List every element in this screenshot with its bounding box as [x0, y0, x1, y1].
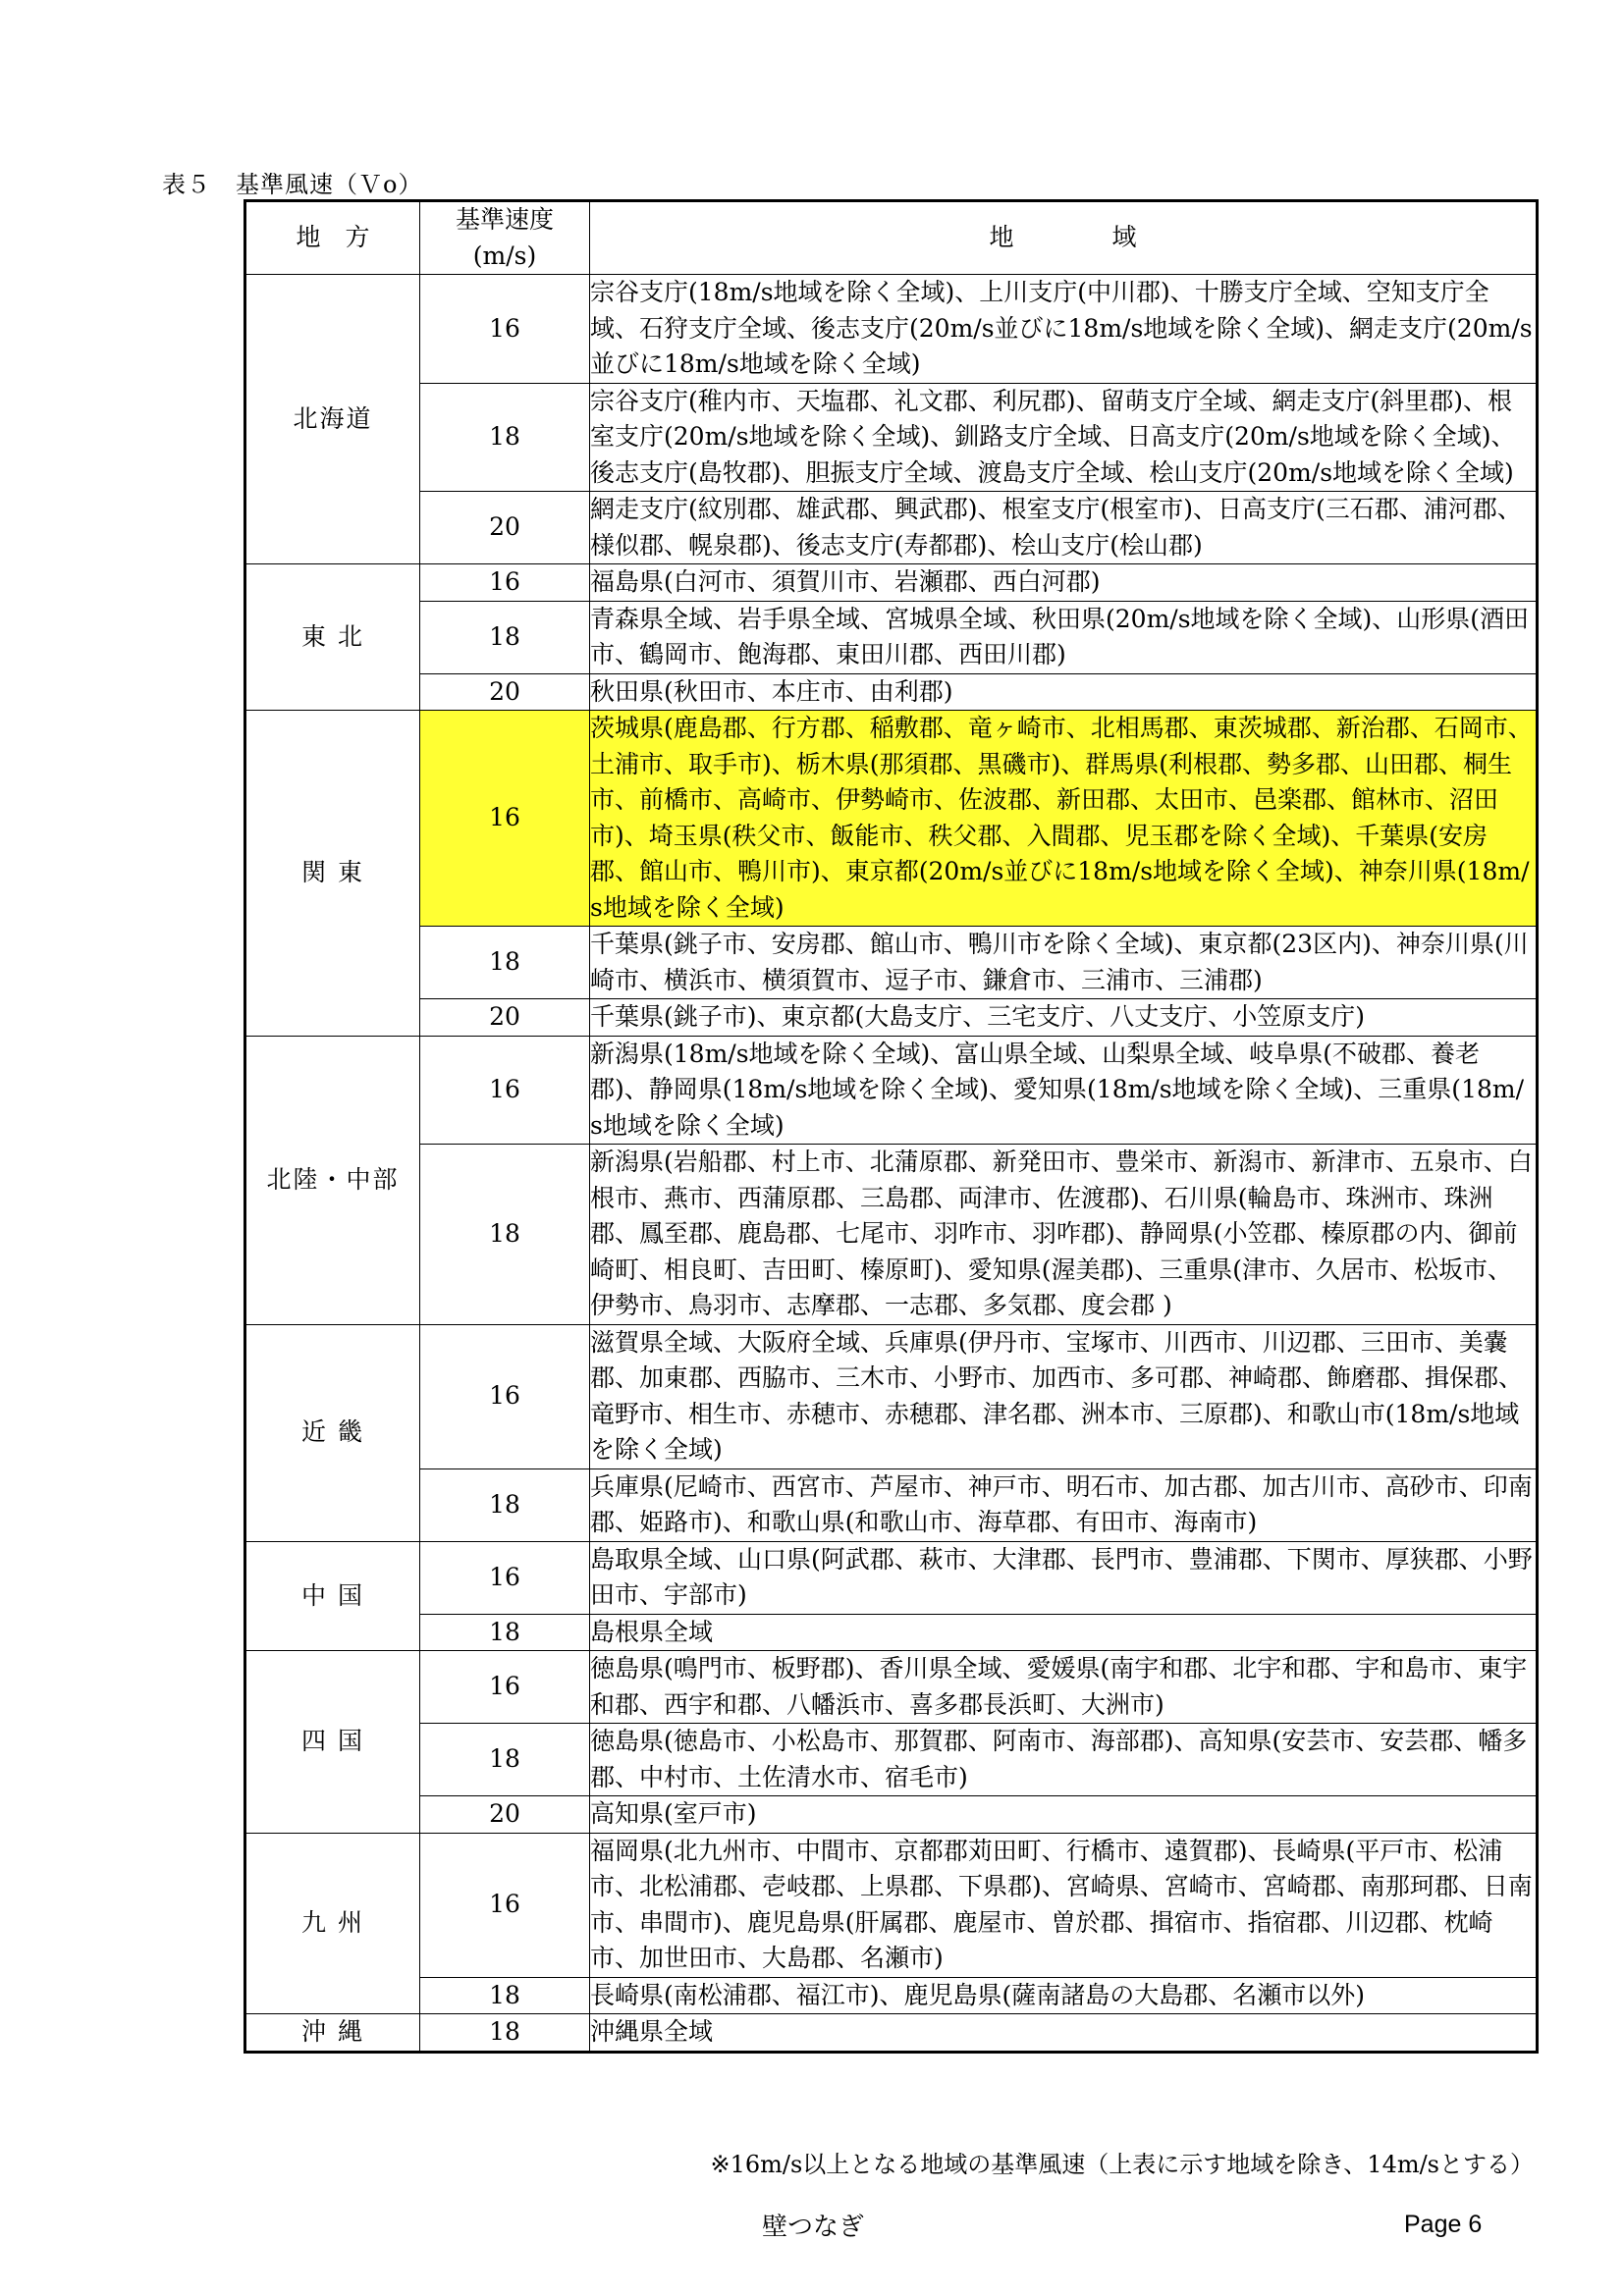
area-cell: 茨城県(鹿島郡、行方郡、稲敷郡、竜ヶ崎市、北相馬郡、東茨城郡、新治郡、石岡市、土浦市、取手市)、栃木県(那須郡、黒磯市)、群馬県(利根郡、勢多郡、山田郡、桐生市、前橋市、高崎市、伊勢崎市、佐波郡、新田郡、太田市、邑楽郡、館林市、沼田市)、埼玉県(秩父市、飯能市、秩父郡、入間郡、児玉郡を除く全域)、千葉県(安房郡、館山市、鴨川市)、東京都(20m/s並びに18m/s地域を除く全域)、神奈川県(18m/s地域を除く全域)	[590, 711, 1538, 927]
region-cell: 北海道	[245, 275, 420, 564]
region-cell: 北陸・中部	[245, 1036, 420, 1324]
area-cell: 新潟県(18m/s地域を除く全域)、富山県全域、山梨県全域、岐阜県(不破郡、養老郡)、静岡県(18m/s地域を除く全域)、愛知県(18m/s地域を除く全域)、三重県(18m/s地域を除く全域)	[590, 1036, 1538, 1145]
area-cell: 青森県全域、岩手県全域、宮城県全域、秋田県(20m/s地域を除く全域)、山形県(酒田市、鶴岡市、飽海郡、東田川郡、西田川郡)	[590, 601, 1538, 673]
area-cell: 千葉県(銚子市、安房郡、館山市、鴨川市を除く全域)、東京都(23区内)、神奈川県(川崎市、横浜市、横須賀市、逗子市、鎌倉市、三浦市、三浦郡)	[590, 927, 1538, 999]
table-body	[245, 275, 1538, 2053]
table-row	[245, 275, 1538, 384]
area-cell: 新潟県(岩船郡、村上市、北蒲原郡、新発田市、豊栄市、新潟市、新津市、五泉市、白根市、燕市、西蒲原郡、三島郡、両津市、佐渡郡)、石川県(輪島市、珠洲市、珠洲郡、鳳至郡、鹿島郡、七尾市、羽咋市、羽咋郡)、静岡県(小笠郡、榛原郡の内、御前崎町、相良町、吉田町、榛原町)、愛知県(渥美郡)、三重県(津市、久居市、松坂市、伊勢市、鳥羽市、志摩郡、一志郡、多気郡、度会郡 )	[590, 1145, 1538, 1325]
table-row	[245, 1541, 1538, 1614]
table-row	[245, 1614, 1538, 1651]
table-row	[245, 1796, 1538, 1834]
area-cell: 秋田県(秋田市、本庄市、由利郡)	[590, 673, 1538, 711]
table-row	[245, 564, 1538, 602]
area-cell: 島根県全域	[590, 1614, 1538, 1651]
table-row	[245, 2014, 1538, 2053]
header-area: 地 域	[590, 201, 1538, 275]
speed-cell: 18	[420, 383, 590, 492]
table-row	[245, 1724, 1538, 1796]
header-speed-line1: 基準速度	[455, 205, 554, 234]
header-speed-line2: (m/s)	[472, 240, 537, 270]
area-cell: 滋賀県全域、大阪府全域、兵庫県(伊丹市、宝塚市、川西市、川辺郡、三田市、美嚢郡、加東郡、西脇市、三木市、小野市、加西市、多可郡、神崎郡、飾磨郡、揖保郡、竜野市、相生市、赤穂市、赤穂郡、津名郡、洲本市、三原郡)、和歌山市(18m/s地域を除く全域)	[590, 1324, 1538, 1468]
speed-cell: 18	[420, 601, 590, 673]
region-cell: 中 国	[245, 1541, 420, 1651]
area-cell: 千葉県(銚子市)、東京都(大島支庁、三宅支庁、八丈支庁、小笠原支庁)	[590, 999, 1538, 1037]
area-cell: 徳島県(鳴門市、板野郡)、香川県全域、愛媛県(南宇和郡、北宇和郡、宇和島市、東宇和郡、西宇和郡、八幡浜市、喜多郡長浜町、大洲市)	[590, 1651, 1538, 1724]
table-row	[245, 492, 1538, 564]
speed-cell: 18	[420, 1614, 590, 1651]
speed-cell: 16	[420, 711, 590, 927]
speed-cell: 18	[420, 2014, 590, 2053]
region-cell: 四 国	[245, 1651, 420, 1834]
table-row	[245, 1324, 1538, 1468]
footer-title: 壁つなぎ	[762, 2213, 865, 2242]
table-row	[245, 1833, 1538, 1977]
area-cell: 宗谷支庁(18m/s地域を除く全域)、上川支庁(中川郡)、十勝支庁全域、空知支庁全域、石狩支庁全域、後志支庁(20m/s並びに18m/s地域を除く全域)、網走支庁(20m/s並びに18m/s地域を除く全域)	[590, 275, 1538, 384]
area-cell: 高知県(室戸市)	[590, 1796, 1538, 1834]
table-row	[245, 601, 1538, 673]
speed-cell: 18	[420, 1724, 590, 1796]
header-speed	[420, 201, 590, 275]
area-cell: 福島県(白河市、須賀川市、岩瀬郡、西白河郡)	[590, 564, 1538, 602]
area-cell: 福岡県(北九州市、中間市、京都郡苅田町、行橋市、遠賀郡)、長崎県(平戸市、松浦市、北松浦郡、壱岐郡、上県郡、下県郡)、宮崎県、宮崎市、宮崎郡、南那珂郡、日南市、串間市)、鹿児島県(肝属郡、鹿屋市、曽於郡、揖宿市、指宿郡、川辺郡、枕崎市、加世田市、大島郡、名瀬市)	[590, 1833, 1538, 1977]
region-cell: 九 州	[245, 1833, 420, 2014]
table-row	[245, 673, 1538, 711]
area-cell: 兵庫県(尼崎市、西宮市、芦屋市、神戸市、明石市、加古郡、加古川市、高砂市、印南郡、姫路市)、和歌山県(和歌山市、海草郡、有田市、海南市)	[590, 1468, 1538, 1541]
table-row	[245, 1468, 1538, 1541]
table-row	[245, 927, 1538, 999]
table-row	[245, 1036, 1538, 1145]
speed-cell: 20	[420, 673, 590, 711]
area-cell: 島取県全域、山口県(阿武郡、萩市、大津郡、長門市、豊浦郡、下関市、厚狭郡、小野田市、宇部市)	[590, 1541, 1538, 1614]
area-cell: 徳島県(徳島市、小松島市、那賀郡、阿南市、海部郡)、高知県(安芸市、安芸郡、幡多郡、中村市、土佐清水市、宿毛市)	[590, 1724, 1538, 1796]
table-header-row	[245, 201, 1538, 275]
speed-cell: 20	[420, 1796, 590, 1834]
wind-speed-table	[244, 199, 1539, 2054]
region-cell: 沖 縄	[245, 2014, 420, 2053]
page-number: Page 6	[1404, 2211, 1483, 2238]
speed-cell: 16	[420, 1324, 590, 1468]
table-row	[245, 1977, 1538, 2014]
speed-cell: 18	[420, 1468, 590, 1541]
speed-cell: 18	[420, 927, 590, 999]
table-row	[245, 999, 1538, 1037]
speed-cell: 20	[420, 492, 590, 564]
area-cell: 宗谷支庁(稚内市、天塩郡、礼文郡、利尻郡)、留萌支庁全域、網走支庁(斜里郡)、根室支庁(20m/s地域を除く全域)、釧路支庁全域、日高支庁(20m/s地域を除く全域)、後志支庁(島牧郡)、胆振支庁全域、渡島支庁全域、桧山支庁(20m/s地域を除く全域)	[590, 383, 1538, 492]
speed-cell: 16	[420, 275, 590, 384]
region-cell: 関 東	[245, 711, 420, 1037]
speed-cell: 16	[420, 1036, 590, 1145]
table-row	[245, 1651, 1538, 1724]
speed-cell: 16	[420, 1833, 590, 1977]
speed-cell: 18	[420, 1977, 590, 2014]
header-region: 地 方	[245, 201, 420, 275]
speed-cell: 20	[420, 999, 590, 1037]
region-cell: 東 北	[245, 564, 420, 711]
speed-cell: 16	[420, 1651, 590, 1724]
region-cell: 近 畿	[245, 1324, 420, 1541]
area-cell: 網走支庁(紋別郡、雄武郡、興武郡)、根室支庁(根室市)、日高支庁(三石郡、浦河郡、様似郡、幌泉郡)、後志支庁(寿都郡)、桧山支庁(桧山郡)	[590, 492, 1538, 564]
footnote: ※16m/s以上となる地域の基準風速（上表に示す地域を除き、14m/sとする）	[710, 2151, 1534, 2178]
table-row	[245, 711, 1538, 927]
table-caption: 表５ 基準風速（Ｖo）	[162, 171, 423, 198]
area-cell: 沖縄県全域	[590, 2014, 1538, 2053]
speed-cell: 18	[420, 1145, 590, 1325]
area-cell: 長崎県(南松浦郡、福江市)、鹿児島県(薩南諸島の大島郡、名瀬市以外)	[590, 1977, 1538, 2014]
table-row	[245, 1145, 1538, 1325]
speed-cell: 16	[420, 1541, 590, 1614]
table-row	[245, 383, 1538, 492]
speed-cell: 16	[420, 564, 590, 602]
